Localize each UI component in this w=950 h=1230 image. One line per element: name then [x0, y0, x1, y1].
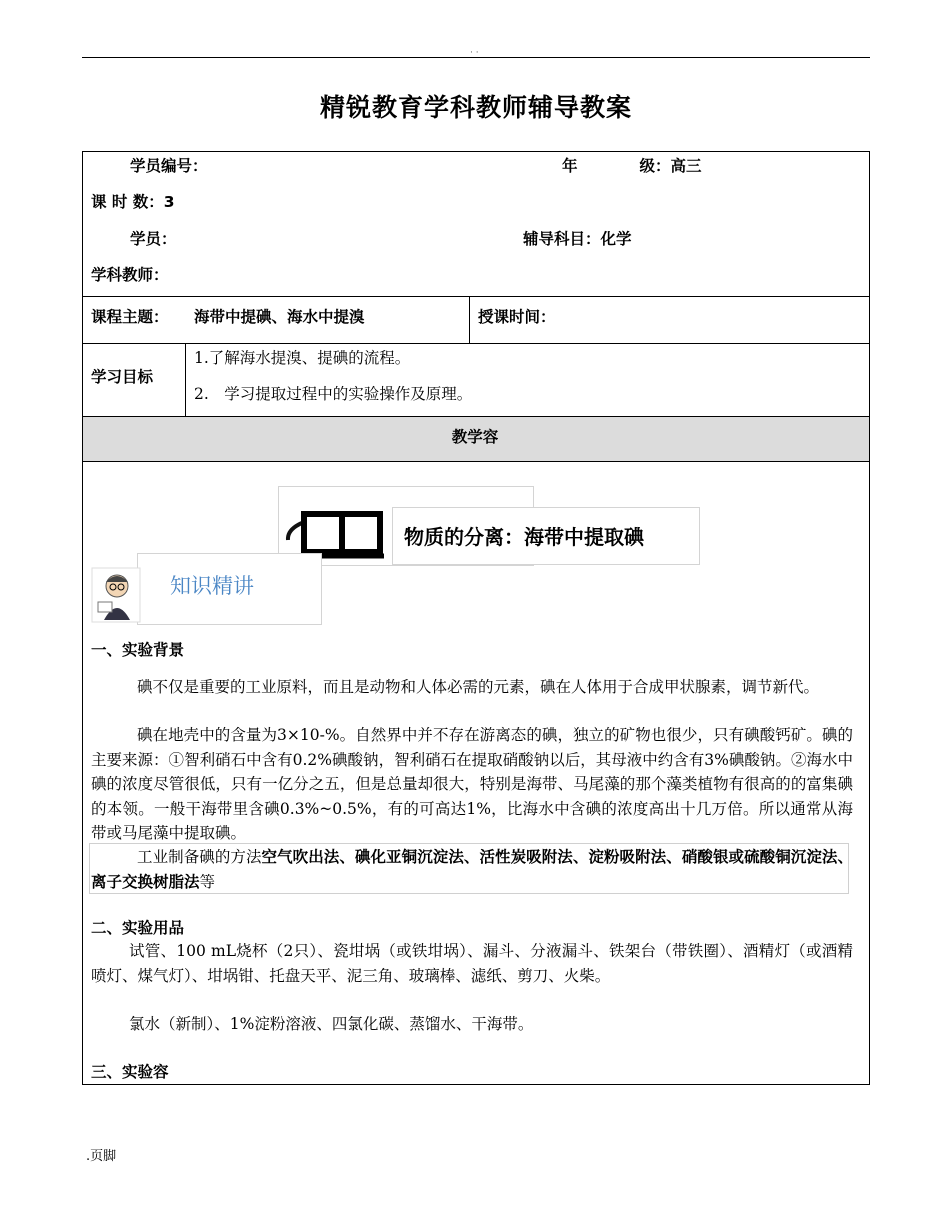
- knowledge-label: 知识精讲: [170, 574, 254, 598]
- content-header: 教学容: [451, 428, 499, 446]
- lesson-time-label: 授课时间：: [478, 308, 556, 326]
- header-dots: · ·: [470, 48, 479, 58]
- student-label: 学员：: [130, 230, 177, 248]
- section-heading: 三、实验容: [91, 1063, 169, 1081]
- paragraph: 氯水（新制）、1%淀粉溶液、四氯化碳、蒸馏水、干海带。: [129, 1015, 534, 1033]
- table-divider: [82, 461, 870, 462]
- methods-list: 空气吹出法、碘化亚铜沉淀法、活性炭吸附法、淀粉吸附法、硝酸银或硫酸铜沉淀法、离子交换树脂法: [91, 848, 853, 891]
- grade-label: 年 级：高三: [562, 157, 702, 175]
- goal-item: 1.了解海水提溴、提碘的流程。: [194, 349, 411, 367]
- table-divider: [82, 296, 870, 297]
- paragraph-methods: [91, 845, 853, 894]
- goal-item: 2. 学习提取过程中的实验操作及原理。: [194, 385, 473, 403]
- page-title: 精锐教育学科教师辅导教案: [319, 93, 632, 122]
- footer: .页脚: [86, 1149, 117, 1164]
- paragraph: 碘不仅是重要的工业原料，而且是动物和人体必需的元素，碘在人体用于合成甲状腺素，调节新代。: [137, 678, 820, 696]
- methods-prefix: 工业制备碘的方法: [137, 848, 262, 866]
- goals-label: 学习目标: [91, 368, 154, 386]
- teacher-avatar-icon: [90, 566, 142, 624]
- section-heading: 一、实验背景: [91, 641, 185, 659]
- teacher-label: 学科教师：: [91, 266, 169, 284]
- table-divider: [469, 296, 470, 343]
- table-divider: [185, 343, 186, 416]
- student-id-label: 学员编号：: [130, 157, 208, 175]
- banner-title: 物质的分离：海带中提取碘: [404, 525, 644, 549]
- methods-suffix: 等: [199, 872, 216, 891]
- paragraph: 碘在地壳中的含量为3×10-%。自然界中并不存在游离态的碘，独立的矿物也很少，只有碘酸钙矿。碘的主要来源：①智利硝石中含有0.2%碘酸钠，智利硝石在提取硝酸钠以后，其母液中约含有3%碘酸钠。②海水中碘的浓度尽管很低，只有一亿分之五，但是总量却很大，特别是海带、马尾藻的那个藻类植物有很高的的富集碘的本领。一般干海带里含碘0.3%~0.5%，有的可高达1%，比海水中含碘的浓度高出十几万倍。所以通常从海带或马尾藻中提取碘。: [91, 726, 853, 842]
- topic-value: 海带中提碘、海水中提溴: [194, 308, 365, 326]
- class-hours-label: 课 时 数：3: [91, 193, 175, 211]
- paragraph: 试管、100 mL烧杯（2只）、瓷坩埚（或铁坩埚）、漏斗、分液漏斗、铁架台（带铁圈）、酒精灯（或酒精喷灯、煤气灯）、坩埚钳、托盘天平、泥三角、玻璃棒、滤纸、剪刀、火柴。: [91, 942, 853, 985]
- topic-label: 课程主题：: [91, 308, 169, 326]
- section-heading: 二、实验用品: [91, 919, 185, 937]
- header-rule: [82, 57, 870, 58]
- subject-label: 辅导科目：化学: [523, 230, 632, 248]
- table-divider: [82, 343, 870, 344]
